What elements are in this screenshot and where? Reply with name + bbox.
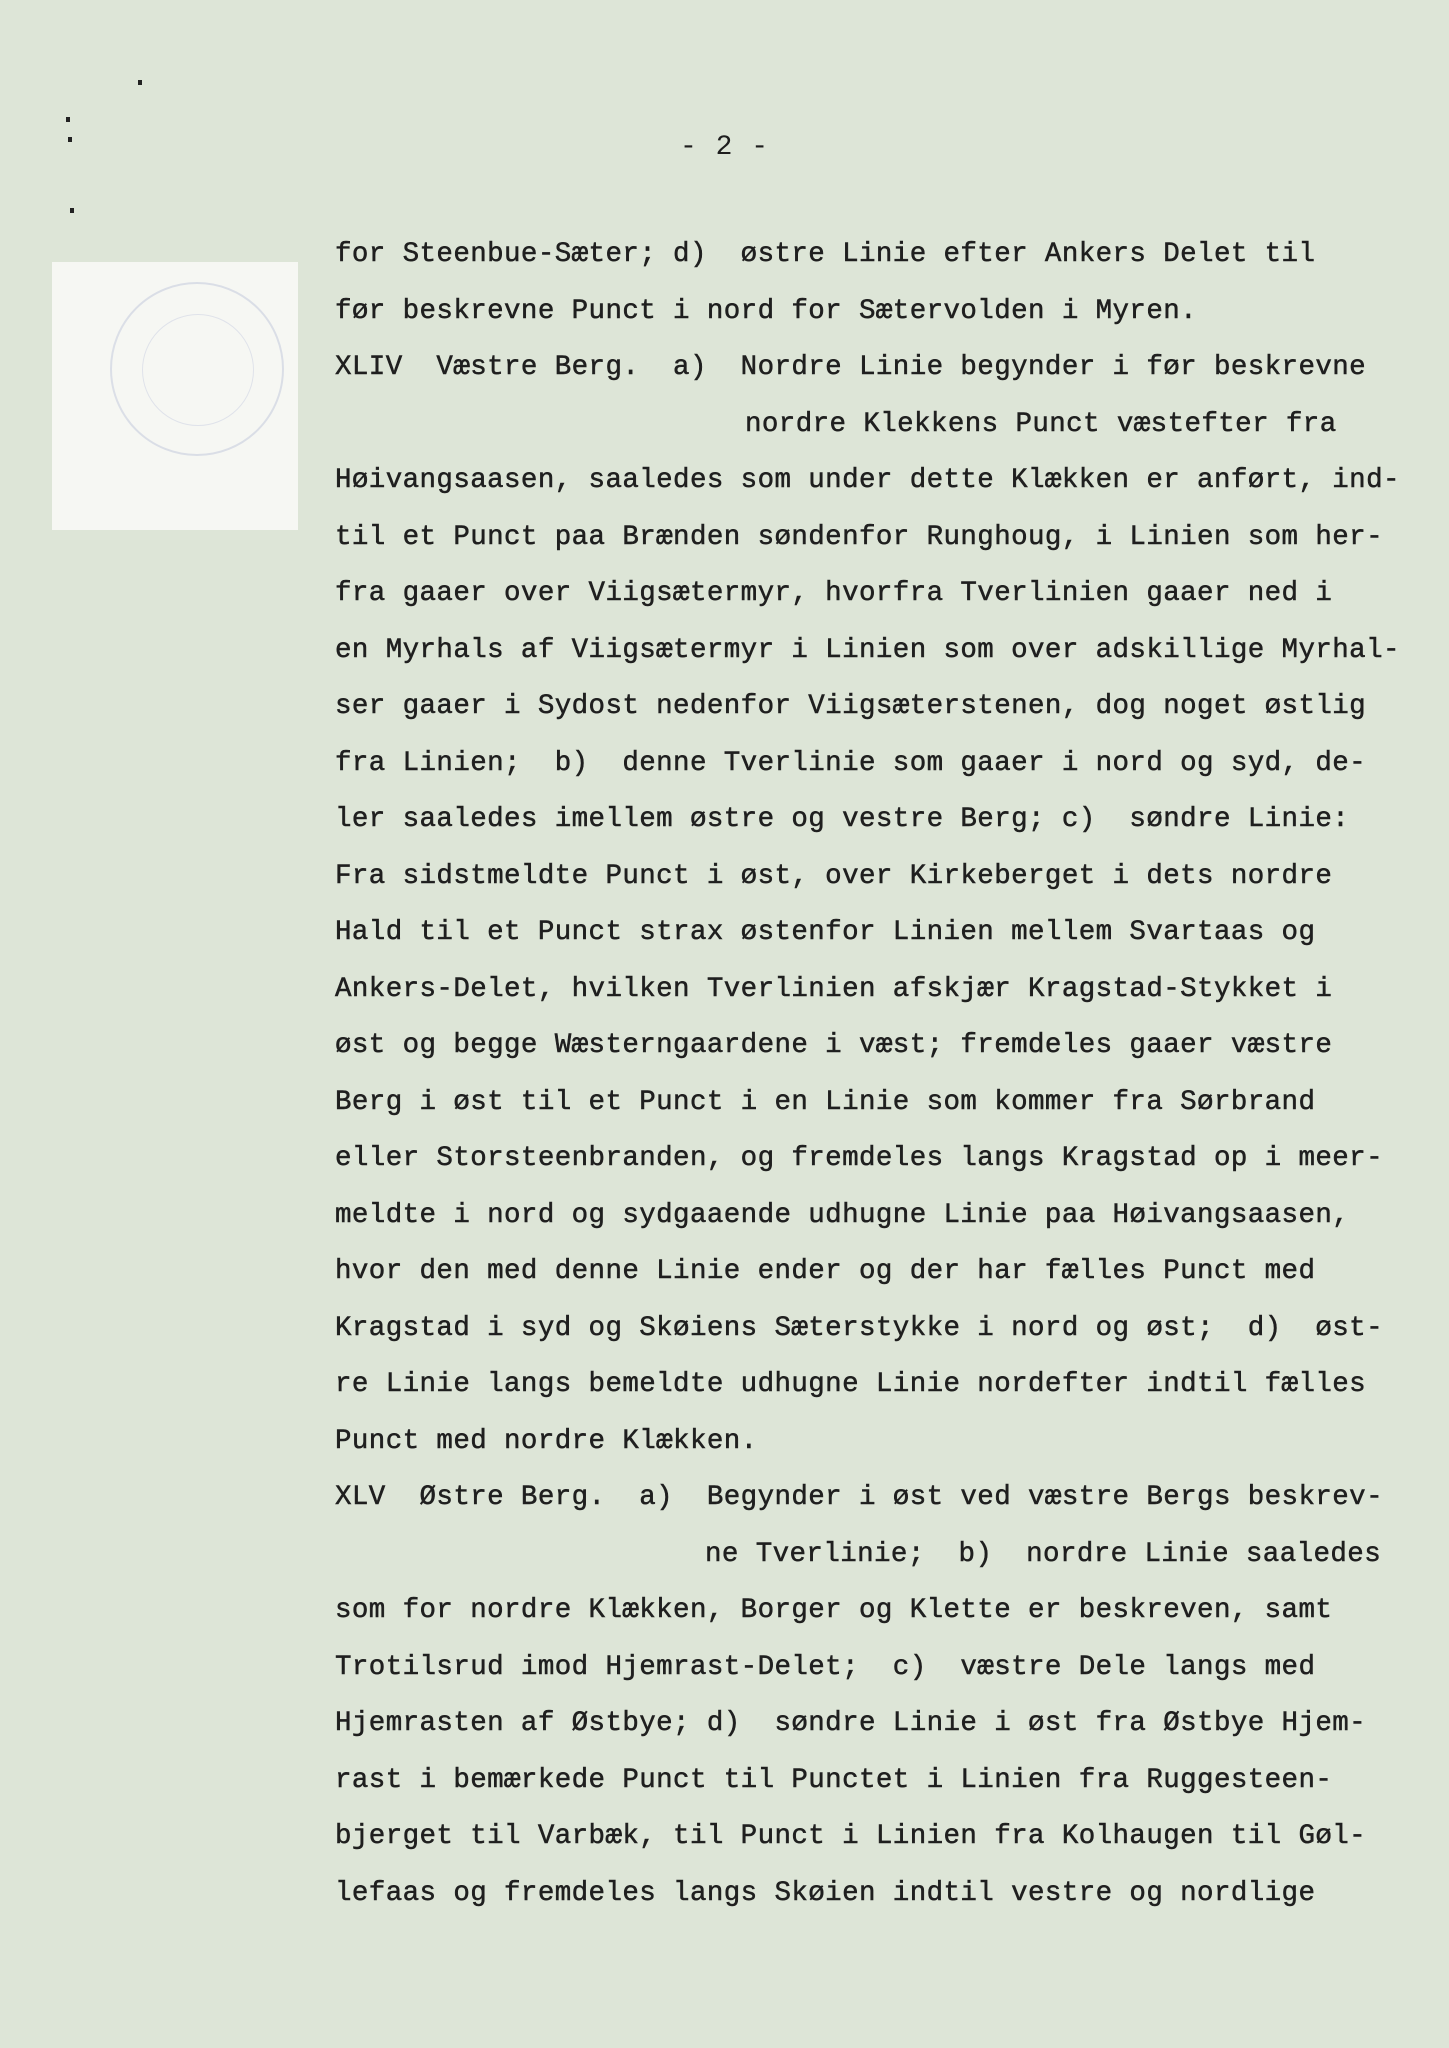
text-line: Ankers-Delet, hvilken Tverlinien afskjær Kragstad-Stykket i — [335, 973, 1333, 1005]
text-line: øst og begge Wæsterngaardene i væst; fremdeles gaaer væstre — [335, 1030, 1333, 1061]
text-line: Fra sidstmeldte Punct i øst, over Kirkeberget i dets nordre — [335, 860, 1333, 892]
text-line: fra gaaer over Viigsætermyr, hvorfra Tverlinien gaaer ned i — [335, 578, 1333, 609]
text-line: som for nordre Klækken, Borger og Klette er beskreven, samt — [335, 1595, 1333, 1626]
text-line: fra Linien; b) denne Tverlinie som gaaer i nord og syd, de- — [335, 747, 1367, 779]
seal-inner-ring — [142, 314, 254, 426]
text-line: Trotilsrud imod Hjemrast-Delet; c) væstre Dele langs med — [335, 1651, 1316, 1683]
text-line: re Linie langs bemeldte udhugne Linie nordefter indtil fælles — [335, 1369, 1367, 1400]
seal-stamp — [52, 262, 298, 530]
text-line: ne Tverlinie; b) nordre Linie saaledes — [705, 1538, 1382, 1570]
text-line: eller Storsteenbranden, og fremdeles langs Kragstad op i meer- — [335, 1143, 1383, 1174]
margin-mark — [138, 80, 142, 85]
text-line: Berg i øst til et Punct i en Linie som kommer fra Sørbrand — [335, 1086, 1316, 1118]
text-line: lefaas og fremdeles langs Skøien indtil vestre og nordlige — [335, 1877, 1316, 1909]
text-line: nordre Klekkens Punct væstefter fra — [745, 408, 1337, 440]
text-line: Kragstad i syd og Skøiens Sæterstykke i nord og øst; d) øst- — [335, 1312, 1383, 1344]
seal-circle — [110, 282, 284, 456]
text-line: før beskrevne Punct i nord for Sætervolden i Myren. — [335, 295, 1198, 327]
text-line: Høivangsaasen, saaledes som under dette Klækken er anført, ind- — [335, 465, 1400, 496]
text-line: ser gaaer i Sydost nedenfor Viigsæterstenen, dog noget østlig — [335, 691, 1367, 722]
text-line: XLIV Væstre Berg. a) Nordre Linie begynder i før beskrevne — [335, 352, 1367, 383]
text-line: rast i bemærkede Punct til Punctet i Linien fra Ruggesteen- — [335, 1764, 1333, 1796]
text-line: en Myrhals af Viigsætermyr i Linien som over adskillige Myrhal- — [335, 634, 1400, 666]
text-line: Hald til et Punct strax østenfor Linien mellem Svartaas og — [335, 917, 1316, 948]
document-body — [335, 227, 1415, 1922]
text-line: XLV Østre Berg. a) Begynder i øst ved væstre Bergs beskrev- — [335, 1482, 1383, 1513]
text-line: Punct med nordre Klækken. — [335, 1425, 758, 1457]
text-line: hvor den med denne Linie ender og der har fælles Punct med — [335, 1256, 1316, 1287]
text-line: ler saaledes imellem østre og vestre Berg; c) søndre Linie: — [335, 804, 1350, 835]
text-line: til et Punct paa Brænden søndenfor Runghoug, i Linien som her- — [335, 521, 1383, 553]
text-line: Hjemrasten af Østbye; d) søndre Linie i øst fra Østbye Hjem- — [335, 1708, 1367, 1739]
margin-mark — [70, 208, 74, 213]
margin-mark — [66, 117, 70, 122]
page-number: - 2 - — [679, 132, 769, 163]
text-line: meldte i nord og sydgaaende udhugne Linie paa Høivangsaasen, — [335, 1199, 1350, 1231]
text-line: for Steenbue-Sæter; d) østre Linie efter Ankers Delet til — [335, 239, 1316, 270]
text-line: bjerget til Varbæk, til Punct i Linien fra Kolhaugen til Gøl- — [335, 1821, 1367, 1852]
